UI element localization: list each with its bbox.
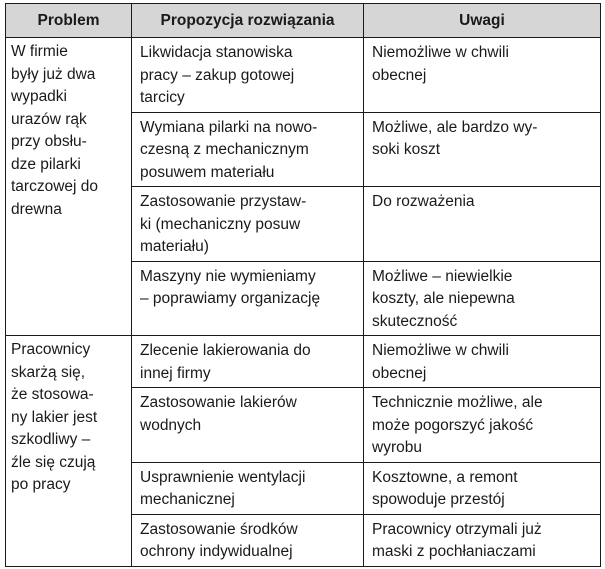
- header-solution: Propozycja rozwiązania: [132, 4, 364, 38]
- solution-cell: [132, 388, 364, 463]
- solution-cell-line: wodnych: [140, 416, 202, 434]
- notes-cell-line: obecnej: [372, 66, 427, 84]
- solution-cell-line: Zlecenie lakierowania do: [140, 342, 311, 359]
- problem-cell-line: szkodliwy –: [11, 431, 91, 448]
- problem-cell: [6, 38, 132, 336]
- notes-cell-line: soki koszt: [372, 141, 441, 158]
- problem-cell: [6, 336, 132, 567]
- notes-cell-line: Możliwe, ale bardzo wy-: [372, 118, 538, 136]
- problem-cell-line: wypadki: [11, 88, 67, 105]
- notes-cell-line: skuteczność: [372, 312, 458, 330]
- risk-table: [5, 3, 601, 567]
- problem-cell-line: po pracy: [11, 476, 71, 493]
- notes-cell-line: spowoduje przestój: [372, 491, 505, 508]
- problem-cell-line: były już dwa: [11, 65, 96, 83]
- solution-cell-line: Maszyny nie wymieniamy: [140, 267, 316, 285]
- solution-cell: [132, 336, 364, 388]
- solution-cell-line: Usprawnienie wentylacji: [140, 468, 306, 486]
- solution-cell-line: Zastosowanie przystaw-: [140, 193, 307, 210]
- solution-cell: [132, 38, 364, 113]
- notes-cell-line: może pogorszyć jakość: [372, 416, 534, 434]
- problem-cell-line: dze pilarki: [11, 155, 81, 173]
- notes-cell-line: wyrobu: [372, 439, 422, 456]
- notes-cell: [364, 261, 601, 336]
- solution-cell: [132, 261, 364, 336]
- solution-cell-line: posuwem materiału: [140, 163, 275, 181]
- notes-cell: [364, 462, 601, 514]
- solution-cell-line: mechanicznej: [140, 491, 235, 508]
- table-row: [6, 38, 601, 113]
- notes-cell-line: Technicznie możliwe, ale: [372, 394, 543, 411]
- solution-cell: [132, 112, 364, 187]
- header-notes: Uwagi: [364, 4, 601, 38]
- notes-cell-line: koszty, ale niepewna: [372, 290, 515, 307]
- solution-cell-line: – poprawiamy organizację: [140, 290, 321, 307]
- solution-cell: [132, 462, 364, 514]
- notes-cell: [364, 388, 601, 463]
- notes-cell-line: Możliwe – niewielkie: [372, 267, 513, 285]
- problem-cell-line: urazów rąk: [11, 110, 87, 128]
- problem-cell-line: że stosowa-: [11, 386, 94, 403]
- problem-cell-line: ny lakier jest: [11, 408, 98, 426]
- solution-cell-line: tarcicy: [140, 89, 185, 106]
- solution-cell-line: Zastosowanie środków: [140, 520, 298, 538]
- notes-cell: [364, 336, 601, 388]
- notes-cell-line: maski z pochłaniaczami: [372, 543, 536, 560]
- problem-cell-line: Pracownicy: [11, 341, 91, 358]
- header-problem: Problem: [6, 4, 132, 38]
- header-row: [6, 4, 601, 38]
- notes-cell: [364, 514, 601, 566]
- solution-cell-line: czesną z mechanicznym: [140, 141, 309, 158]
- table-row: [6, 336, 601, 388]
- notes-cell-line: obecnej: [372, 364, 427, 382]
- notes-cell: [364, 187, 601, 262]
- notes-cell-line: Kosztowne, a remont: [372, 468, 518, 486]
- solution-cell-line: ochrony indywidualnej: [140, 543, 293, 560]
- solution-cell: [132, 514, 364, 566]
- notes-cell-line: Niemożliwe w chwili: [372, 342, 509, 359]
- problem-cell-line: przy obsłu-: [11, 133, 87, 150]
- problem-cell-line: W firmie: [11, 43, 68, 60]
- solution-cell-line: innej firmy: [140, 364, 211, 382]
- problem-cell-line: drewna: [11, 200, 62, 218]
- notes-cell-line: Do rozważenia: [372, 193, 475, 210]
- problem-cell-line: źle się czują: [11, 453, 96, 471]
- solution-cell-line: Likwidacja stanowiska: [140, 44, 293, 61]
- solution-cell-line: materiału): [140, 238, 209, 255]
- problem-cell-line: tarczowej do: [11, 178, 99, 195]
- solution-cell-line: pracy – zakup gotowej: [140, 66, 295, 84]
- notes-cell-line: Niemożliwe w chwili: [372, 44, 509, 61]
- problem-cell-line: skarżą się,: [11, 363, 86, 381]
- notes-cell: [364, 112, 601, 187]
- notes-cell-line: Pracownicy otrzymali już: [372, 520, 542, 538]
- solution-cell: [132, 187, 364, 262]
- solution-cell-line: Zastosowanie lakierów: [140, 394, 297, 411]
- solution-cell-line: ki (mechaniczny posuw: [140, 215, 301, 233]
- notes-cell: [364, 38, 601, 113]
- solution-cell-line: Wymiana pilarki na nowo-: [140, 118, 318, 136]
